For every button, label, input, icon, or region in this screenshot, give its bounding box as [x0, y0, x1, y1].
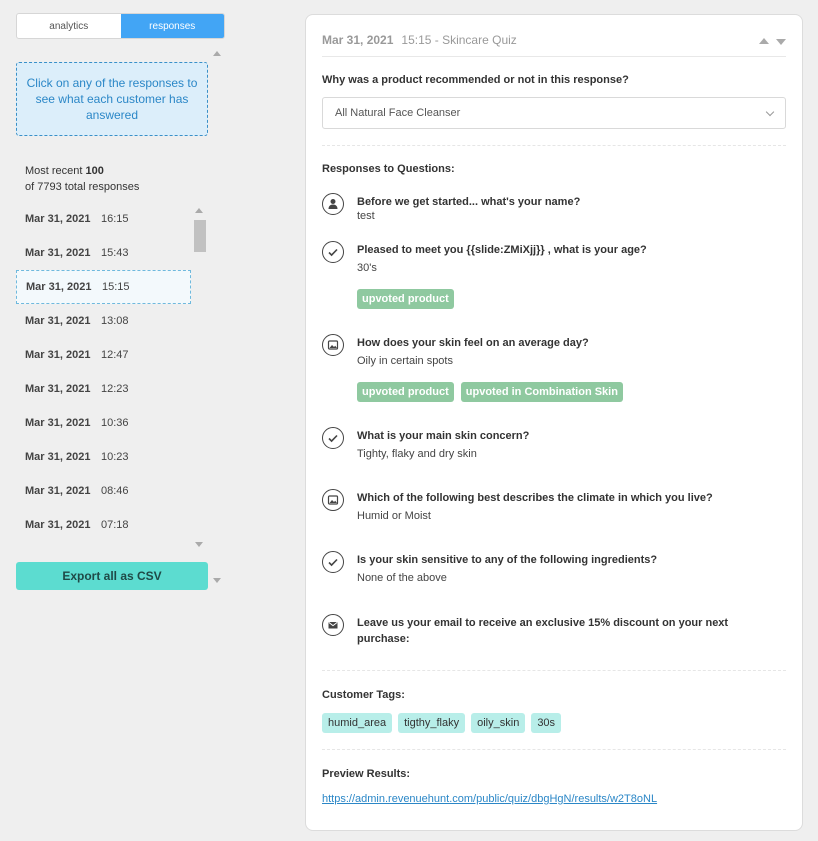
vote-tag: upvoted product: [357, 382, 454, 402]
response-list-item[interactable]: [16, 270, 191, 304]
collapse-up-icon[interactable]: [759, 38, 769, 44]
summary-total: of 7793 total responses: [25, 181, 140, 193]
preview-results-link[interactable]: https://admin.revenuehunt.com/public/quiz/dbgHgN/results/w2T8oNL: [322, 793, 658, 805]
answer-text: None of the above: [357, 572, 447, 584]
panel-scroll-up-icon[interactable]: [213, 51, 221, 56]
responses-to-questions-label: Responses to Questions:: [322, 163, 455, 175]
detail-date: Mar 31, 2021: [322, 33, 394, 47]
view-tabs: [16, 13, 225, 39]
answer-text: Humid or Moist: [357, 510, 431, 522]
customer-tags: [322, 713, 561, 733]
image-icon: [322, 489, 344, 511]
image-icon: [322, 334, 344, 356]
list-scroll-up-icon[interactable]: [195, 208, 203, 213]
response-time: 12:23: [101, 383, 129, 395]
response-date: Mar 31, 2021: [25, 383, 91, 395]
response-date: Mar 31, 2021: [25, 451, 91, 463]
response-date: Mar 31, 2021: [25, 417, 91, 429]
summary-prefix: Most recent: [25, 165, 86, 177]
customer-tag: oily_skin: [471, 713, 525, 733]
vote-tag: upvoted in Combination Skin: [461, 382, 623, 402]
response-date: Mar 31, 2021: [25, 485, 91, 497]
check-icon: [322, 241, 344, 263]
vote-tag: upvoted product: [357, 289, 454, 309]
tab-analytics[interactable]: analytics: [49, 20, 89, 32]
response-list-item[interactable]: [16, 304, 191, 338]
customer-tag: 30s: [531, 713, 561, 733]
detail-time-quiz: 15:15 - Skincare Quiz: [401, 33, 517, 47]
response-list-item[interactable]: [16, 202, 191, 236]
divider: [322, 670, 786, 671]
response-time: 15:15: [102, 281, 130, 293]
response-date: Mar 31, 2021: [25, 519, 91, 531]
list-scroll-down-icon[interactable]: [195, 542, 203, 547]
tab-responses[interactable]: responses: [121, 14, 225, 38]
response-list-item[interactable]: [16, 508, 191, 542]
email-icon: [322, 614, 344, 636]
response-time: 10:23: [101, 451, 129, 463]
response-list: [16, 202, 191, 542]
response-list-item[interactable]: [16, 236, 191, 270]
response-time: 12:47: [101, 349, 129, 361]
response-time: 08:46: [101, 485, 129, 497]
vote-tags: [357, 289, 454, 309]
why-recommended-label: Why was a product recommended or not in this response?: [322, 74, 629, 86]
response-date: Mar 31, 2021: [25, 315, 91, 327]
response-date: Mar 31, 2021: [25, 349, 91, 361]
user-icon: [322, 193, 344, 215]
response-list-item[interactable]: [16, 406, 191, 440]
response-time: 10:36: [101, 417, 129, 429]
panel-scroll-down-icon[interactable]: [213, 578, 221, 583]
preview-results-label: Preview Results:: [322, 768, 411, 780]
response-date: Mar 31, 2021: [26, 281, 92, 293]
answer-text: Tighty, flaky and dry skin: [357, 448, 477, 460]
customer-tag: humid_area: [322, 713, 392, 733]
check-icon: [322, 427, 344, 449]
response-time: 16:15: [101, 213, 129, 225]
question-text: How does your skin feel on an average day?: [357, 337, 589, 349]
response-date: Mar 31, 2021: [25, 213, 91, 225]
response-list-item[interactable]: [16, 440, 191, 474]
answer-text: Oily in certain spots: [357, 355, 453, 367]
customer-tags-label: Customer Tags:: [322, 689, 405, 701]
divider: [322, 749, 786, 750]
response-time: 07:18: [101, 519, 129, 531]
question-text: Which of the following best describes the climate in which you live?: [357, 492, 713, 504]
response-time: 15:43: [101, 247, 129, 259]
check-icon: [322, 551, 344, 573]
list-scrollbar-thumb[interactable]: [194, 220, 206, 252]
question-text: Before we get started... what's your name?: [357, 196, 581, 208]
info-box: Click on any of the responses to see what each customer has answered: [16, 62, 208, 136]
product-select-value: All Natural Face Cleanser: [335, 107, 461, 119]
question-text: Is your skin sensitive to any of the following ingredients?: [357, 554, 658, 566]
answer-text: 30's: [357, 262, 377, 274]
response-time: 13:08: [101, 315, 129, 327]
summary-count: 100: [85, 165, 104, 177]
response-date: Mar 31, 2021: [25, 247, 91, 259]
chevron-down-icon: [766, 108, 774, 116]
question-text: Leave us your email to receive an exclusive 15% discount on your next purchase:: [357, 617, 729, 645]
customer-tag: tigthy_flaky: [398, 713, 465, 733]
question-text: Pleased to meet you {{slide:ZMiXjj}} , what is your age?: [357, 244, 647, 256]
response-list-item[interactable]: [16, 338, 191, 372]
vote-tags: [357, 382, 623, 402]
export-csv-button[interactable]: Export all as CSV: [16, 562, 208, 590]
response-list-item[interactable]: [16, 474, 191, 508]
response-list-item[interactable]: [16, 372, 191, 406]
responses-summary: [25, 163, 139, 195]
question-text: What is your main skin concern?: [357, 430, 530, 442]
answer-text: test: [357, 210, 375, 222]
divider: [322, 56, 786, 57]
detail-header: [322, 33, 517, 47]
divider: [322, 145, 786, 146]
collapse-down-icon[interactable]: [776, 39, 786, 45]
product-select[interactable]: [322, 97, 786, 129]
response-detail-card: [305, 14, 803, 831]
